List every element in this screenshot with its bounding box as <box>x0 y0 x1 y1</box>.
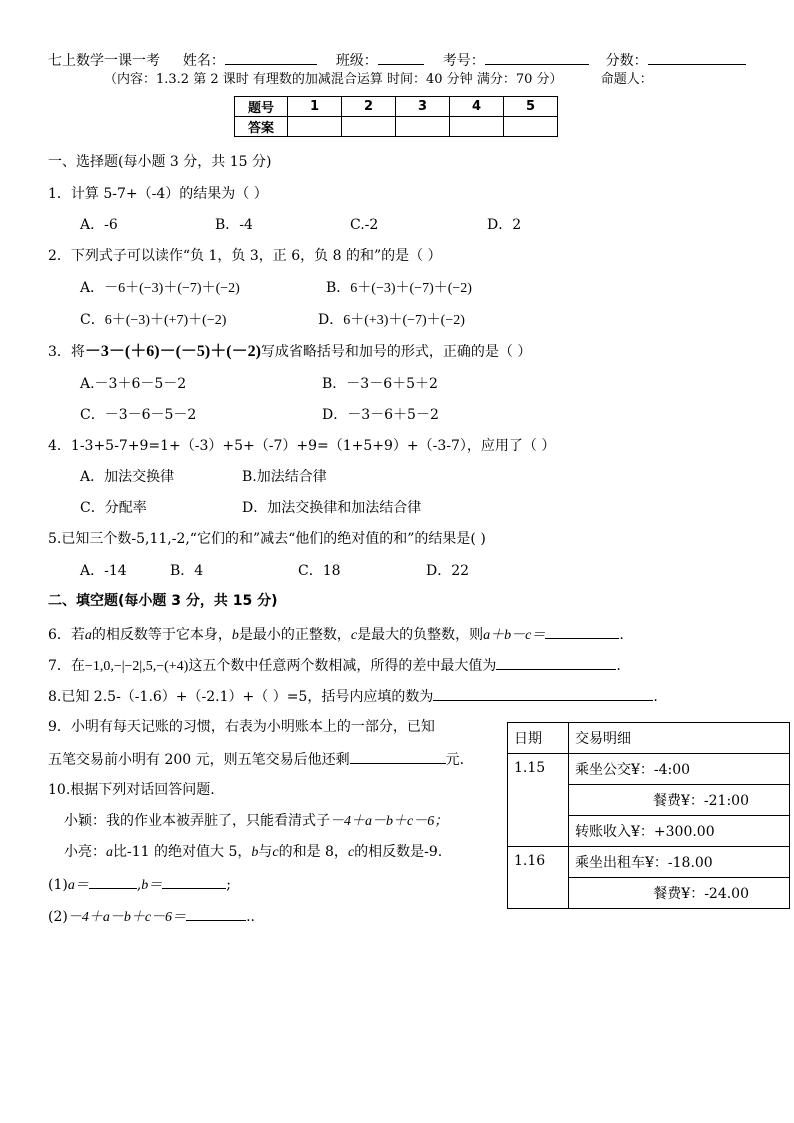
q5-option-a: A．-14 <box>80 563 127 579</box>
q6-end: . <box>619 627 624 643</box>
answer-table-answer-row <box>235 117 558 137</box>
answer-table-header-row <box>235 97 558 117</box>
section2-title: 二、填空题(每小题 3 分，共 15 分) <box>48 593 278 609</box>
q6-var-b: b <box>231 628 239 643</box>
q5-stem: 5.已知三个数-5,11,-2,“它们的和”减去“他们的绝对值的和”的结果是( ) <box>48 531 486 547</box>
subtitle-line <box>104 71 653 89</box>
q8-stem <box>48 686 658 706</box>
q10-b-blank[interactable] <box>162 874 226 889</box>
q2-option-a <box>80 279 240 298</box>
table-row <box>508 847 790 878</box>
q10-liang-c: c <box>272 845 279 860</box>
q4-option-b: B.加法结合律 <box>242 469 327 485</box>
exam-no-field[interactable] <box>485 50 589 65</box>
ledger-date-1: 1.15 <box>508 754 569 847</box>
header-line <box>48 50 746 70</box>
q2-option-d <box>318 311 465 330</box>
q4-option-c: C．分配率 <box>80 500 147 516</box>
q2-b-expr: 6＋(−3)＋(−7)＋(−2) <box>350 281 472 296</box>
q6-p2: 的相反数等于它本身， <box>91 627 232 643</box>
q4-stem: 4．1-3+5-7+9=1+（-3）+5+（-7）+9=（1+5+9）+（-3-7），应用了（ ） <box>48 438 556 454</box>
q3-option-c: C．－3－6－5－2 <box>80 407 197 423</box>
ledger-entry: 乘坐公交¥：-4:00 <box>569 754 790 785</box>
q10-p1-sep: , <box>136 877 142 893</box>
table-cell: 3 <box>396 97 450 117</box>
q1-stem: 1．计算 5-7+（-4）的结果为（ ） <box>48 186 268 202</box>
q10-p1-pre: (1) <box>48 877 68 893</box>
q1-option-c: C.-2 <box>350 217 379 233</box>
q10-stem: 10.根据下列对话回答问题. <box>48 782 215 798</box>
q7-nums: −1,0,−|−2|,5,−(+4) <box>84 659 189 674</box>
q1-option-b: B．-4 <box>215 217 253 233</box>
answer-cell[interactable] <box>450 117 504 137</box>
score-label: 分数： <box>605 53 648 69</box>
ledger-header-row <box>508 723 790 754</box>
q2-d-expr: 6＋(+3)＋(−7)＋(−2) <box>343 313 465 328</box>
name-field[interactable] <box>225 50 317 65</box>
q10-liang-mid3: 的和是 8， <box>278 844 348 860</box>
q7-pre: 7．在 <box>48 658 85 674</box>
q2-a-expr: －6＋(−3)＋(−7)＋(−2) <box>104 281 240 296</box>
table-cell: 题号 <box>235 97 288 117</box>
q6-p4: 是最大的负整数，则 <box>357 627 484 643</box>
header-title: 七上数学一课一考 <box>48 53 160 69</box>
q7-stem <box>48 655 621 676</box>
answer-cell[interactable] <box>342 117 396 137</box>
table-cell: 2 <box>342 97 396 117</box>
section1-title: 一、选择题(每小题 3 分，共 15 分) <box>48 154 272 170</box>
q10-part2 <box>48 906 255 927</box>
q10-ying-pre: 小颖：我的作业本被弄脏了，只能看清式子 <box>64 813 330 829</box>
q10-a-blank[interactable] <box>89 874 137 889</box>
author-label: 命题人： <box>600 72 653 87</box>
q8-text: 8.已知 2.5-（-1.6）+（-2.1）+（ ）=5，括号内应填的数为 <box>48 689 434 705</box>
ledger-entry: 乘坐出租车¥：-18.00 <box>569 847 790 878</box>
q6-expr: a＋b－c＝ <box>483 628 546 643</box>
q10-liang-b: b <box>251 845 259 860</box>
q3-option-b: B．－3－6＋5＋2 <box>322 376 438 392</box>
q2-a-label: A． <box>80 280 105 296</box>
ledger-table <box>507 722 790 909</box>
table-cell: 1 <box>288 97 342 117</box>
q2-b-label: B． <box>326 280 351 296</box>
q10-p1-a: a＝ <box>67 878 89 893</box>
q10-liang-pre: 小亮： <box>64 844 106 860</box>
exam-no-label: 考号： <box>442 53 485 69</box>
q3-stem-post: 写成省略括号和加号的形式，正确的是（ ） <box>260 344 532 360</box>
q2-stem: 2．下列式子可以读作“负 1，负 3，正 6，负 8 的和”的是（ ） <box>48 248 442 264</box>
ledger-date-2: 1.16 <box>508 847 569 909</box>
table-cell: 答案 <box>235 117 288 137</box>
class-field[interactable] <box>378 50 424 65</box>
q10-p2-blank[interactable] <box>186 906 246 921</box>
class-label: 班级： <box>335 53 378 69</box>
ledger-header-detail: 交易明细 <box>569 723 790 754</box>
q1-option-d: D．2 <box>487 217 522 233</box>
q10-liang-a: a <box>106 845 113 860</box>
q10-ying-line <box>64 812 448 831</box>
ledger-header-date: 日期 <box>508 723 569 754</box>
table-row <box>508 754 790 785</box>
q6-var-a: a <box>84 628 92 643</box>
q4-option-d: D．加法交换律和加法结合律 <box>242 500 422 516</box>
q9-line2-pre: 五笔交易前小明有 200 元，则五笔交易后他还剩 <box>48 752 350 768</box>
q2-d-label: D． <box>318 312 344 328</box>
q10-p2-pre: (2) <box>48 909 68 925</box>
q9-line1: 9．小明有每天记账的习惯，右表为小明账本上的一部分，已知 <box>48 719 435 735</box>
q9-answer-blank[interactable] <box>350 749 446 764</box>
q4-option-a: A．加法交换律 <box>80 469 175 485</box>
q3-stem <box>48 343 531 361</box>
q2-option-c <box>80 311 226 330</box>
name-label: 姓名： <box>182 53 225 69</box>
q9-line2-post: 元. <box>445 752 465 768</box>
q10-liang-mid2: 与 <box>258 844 273 860</box>
answer-cell[interactable] <box>396 117 450 137</box>
q2-c-expr: 6＋(−3)＋(+7)＋(−2) <box>104 313 227 328</box>
q3-stem-expr: －3－(＋6)－(－5)＋(－2) <box>84 343 261 360</box>
q6-var-c: c <box>350 628 358 643</box>
q6-p1: 6．若 <box>48 627 85 643</box>
ledger-entry: 餐费¥：-21:00 <box>569 785 790 816</box>
q6-stem <box>48 624 624 645</box>
q2-option-b <box>326 279 472 298</box>
q7-end: . <box>616 658 621 674</box>
q10-p2-end: .. <box>246 909 255 925</box>
q8-end: . <box>653 689 658 705</box>
table-cell: 5 <box>504 97 558 117</box>
answer-cell[interactable] <box>504 117 558 137</box>
q6-p3: 是最小的正整数， <box>238 627 351 643</box>
ledger-entry: 餐费¥：-24.00 <box>569 878 790 909</box>
score-field[interactable] <box>648 50 746 65</box>
q7-answer-blank[interactable] <box>496 655 616 670</box>
q10-liang-line <box>64 843 442 862</box>
q3-option-d: D．－3－6＋5－2 <box>322 407 439 423</box>
q10-liang-c2: c <box>347 845 355 860</box>
ledger-entry: 转账收入¥：+300.00 <box>569 816 790 847</box>
q10-p1-b: b＝ <box>141 878 163 893</box>
q1-option-a: A．-6 <box>80 217 118 233</box>
q3-option-a: A.－3＋6－5－2 <box>80 376 187 392</box>
q10-p2-expr: －4＋a－b＋c－6＝ <box>67 910 187 925</box>
q3-stem-pre: 3．将 <box>48 344 85 360</box>
q10-ying-expr: －4＋a－b＋c－6； <box>330 814 449 829</box>
q5-option-d: D．22 <box>426 563 470 579</box>
q9-line2 <box>48 749 464 769</box>
table-cell: 4 <box>450 97 504 117</box>
q10-liang-end: 的相反数是-9. <box>354 844 443 860</box>
q6-answer-blank[interactable] <box>545 624 619 639</box>
subtitle: （内容：1.3.2 第 2 课时 有理数的加减混合运算 时间：40 分钟 满分：70 分） <box>104 72 563 87</box>
q8-answer-blank[interactable] <box>433 686 653 701</box>
answer-cell[interactable] <box>288 117 342 137</box>
q10-p1-end: ; <box>226 877 232 893</box>
answer-table <box>234 96 558 137</box>
q10-part1 <box>48 874 231 895</box>
q5-option-b: B．4 <box>170 563 204 579</box>
q7-post: 这五个数中任意两个数相减，所得的差中最大值为 <box>188 658 497 674</box>
q10-liang-mid1: 比-11 的绝对值大 5， <box>113 844 252 860</box>
q2-c-label: C． <box>80 312 105 328</box>
q5-option-c: C．18 <box>298 563 341 579</box>
